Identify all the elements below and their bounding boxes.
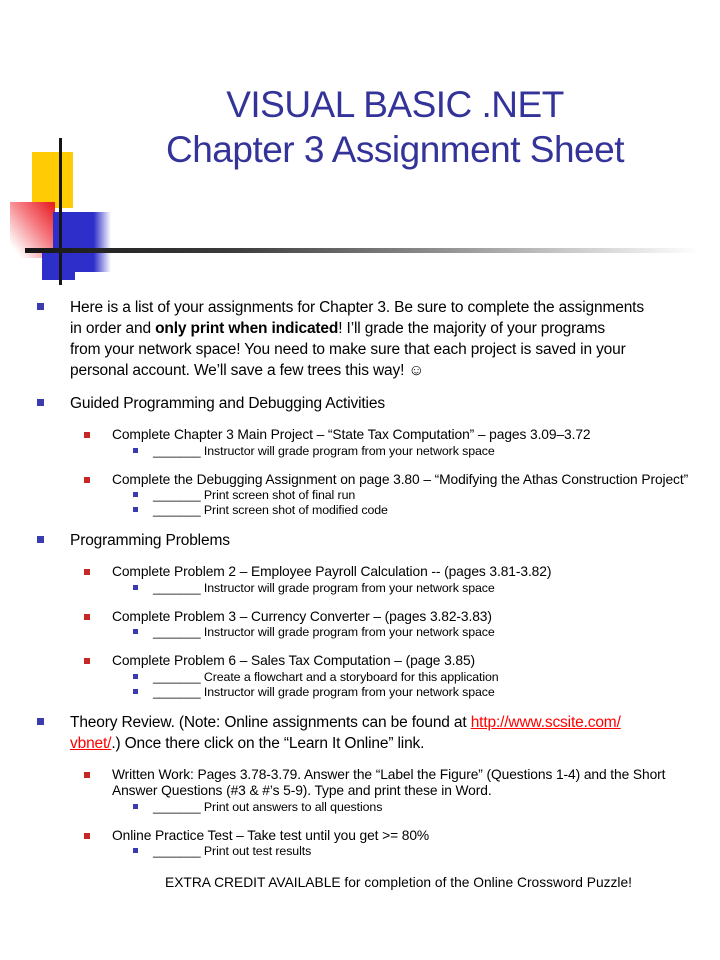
text-segment: Complete the Debugging Assignment on page 3.80 – “Modifying the Athas Construction Project” xyxy=(112,471,689,487)
main-project-checkline-text xyxy=(153,444,495,458)
problem2-item xyxy=(37,564,705,581)
main-project-checkline xyxy=(37,444,705,459)
bullet-level-2-icon xyxy=(84,772,90,778)
extra-credit-note xyxy=(37,875,705,891)
bullet-level-3-icon xyxy=(133,848,138,853)
guided-programming-heading xyxy=(37,393,705,414)
bullet-level-3-icon xyxy=(133,689,138,694)
problem2-checkline xyxy=(37,581,705,596)
text-segment: Here is a list of your assignments for Chapter 3. Be sure to complete the assignments xyxy=(70,299,644,316)
theory-review-heading xyxy=(37,712,705,754)
online-practice-checkline xyxy=(37,844,705,859)
bullet-level-1-icon xyxy=(37,399,44,406)
text-segment: _______ Instructor will grade program from your network space xyxy=(153,684,495,699)
problem6-checkline-flowchart xyxy=(37,670,705,685)
text-segment: Complete Problem 3 – Currency Converter – (pages 3.82-3.83) xyxy=(112,608,492,624)
extra-credit-note-text xyxy=(165,875,632,890)
problem3-item xyxy=(37,609,705,626)
text-segment: Answer Questions (#3 & #’s 5-9). Type and print these in Word. xyxy=(112,783,492,798)
text-segment: in order and xyxy=(70,320,156,337)
text-segment: Programming Problems xyxy=(70,532,230,549)
bullet-level-1-icon xyxy=(37,718,44,725)
problem2-item-text xyxy=(112,564,551,579)
bullet-level-3-icon xyxy=(133,492,138,497)
text-segment: _______ Print screen shot of modified code xyxy=(153,503,388,517)
problem6-item-text xyxy=(112,653,475,668)
problem6-item xyxy=(37,653,705,670)
yellow-rectangle-decoration xyxy=(32,152,73,208)
bullet-level-3-icon xyxy=(133,674,138,679)
online-practice-test-item xyxy=(37,828,705,845)
intro-paragraph xyxy=(37,297,705,381)
programming-problems-heading xyxy=(37,530,705,551)
debugging-checkline-modified-code-text xyxy=(153,503,388,517)
scsite-link[interactable]: vbnet/ xyxy=(70,734,112,752)
main-project-item xyxy=(37,427,705,444)
title-line-1: VISUAL BASIC .NET xyxy=(226,84,564,125)
scsite-link[interactable]: http://www.scsite.com/ xyxy=(470,713,621,731)
bullet-level-3-icon xyxy=(133,804,138,809)
text-segment: ! I’ll grade the majority of your programs xyxy=(338,320,606,337)
written-work-item-text xyxy=(112,767,665,799)
debugging-checkline-modified-code xyxy=(37,503,705,518)
debugging-assignment-item xyxy=(37,472,705,489)
text-segment: _______ Print screen shot of final run xyxy=(153,488,356,502)
bullet-level-2-icon xyxy=(84,833,90,839)
text-segment: Complete Chapter 3 Main Project – “State Tax Computation” – pages 3.09–3.72 xyxy=(112,427,591,442)
bullet-level-1-icon xyxy=(37,536,44,543)
text-segment: _______ Instructor will grade program from your network space xyxy=(153,443,495,458)
written-work-item xyxy=(37,767,705,800)
bullet-level-3-icon xyxy=(133,507,138,512)
text-segment: _______ Instructor will grade program from your network space xyxy=(153,625,495,639)
slide-title xyxy=(80,82,710,172)
text-segment: Guided Programming and Debugging Activities xyxy=(70,395,385,412)
problem6-checkline-flowchart-text xyxy=(153,670,499,684)
text-segment: only print when indicated xyxy=(155,320,339,337)
bullet-level-2-icon xyxy=(84,614,90,620)
problem2-checkline-text xyxy=(153,581,495,595)
text-segment: Complete Problem 6 – Sales Tax Computation – (page 3.85) xyxy=(112,653,476,668)
written-work-checkline-text xyxy=(153,800,382,814)
bullet-level-2-icon xyxy=(84,569,90,575)
text-segment: _______ Instructor will grade program from your network space xyxy=(153,580,495,595)
intro-paragraph-text xyxy=(70,299,644,379)
problem6-checkline-grade xyxy=(37,685,705,700)
text-segment: personal account. We’ll save a few trees this way! ☺ xyxy=(70,362,425,379)
problem3-item-text xyxy=(112,609,492,624)
problem3-checkline xyxy=(37,625,705,640)
written-work-checkline xyxy=(37,800,705,815)
debugging-checkline-final-run xyxy=(37,488,705,503)
title-line-2: Chapter 3 Assignment Sheet xyxy=(165,129,624,170)
text-segment: from your network space! You need to make sure that each project is saved in your xyxy=(70,341,626,358)
bullet-level-3-icon xyxy=(133,585,138,590)
text-segment: _______ Print out answers to all questions xyxy=(153,799,383,814)
text-segment: Complete Problem 2 – Employee Payroll Calculation -- (pages 3.81-3.82) xyxy=(112,564,552,579)
programming-problems-heading-text xyxy=(70,532,230,549)
debugging-checkline-final-run-text xyxy=(153,488,355,502)
text-segment: Written Work: Pages 3.78-3.79. Answer the “Label the Figure” (Questions 1-4) and the Short xyxy=(112,766,666,782)
bullet-level-1-icon xyxy=(37,303,44,310)
bullet-level-2-icon xyxy=(84,477,90,483)
main-project-item-text xyxy=(112,427,590,442)
online-practice-test-item-text xyxy=(112,828,429,843)
theory-review-heading-text xyxy=(70,714,621,752)
bullet-level-2-icon xyxy=(84,432,90,438)
online-practice-checkline-text xyxy=(153,844,311,858)
horizontal-gradient-line-decoration xyxy=(25,248,720,253)
text-segment: _______ Print out test results xyxy=(153,844,312,858)
text-segment: Online Practice Test – Take test until you get >= 80% xyxy=(112,827,430,843)
text-segment: .) Once there click on the “Learn It Online” link. xyxy=(111,734,425,752)
bullet-level-2-icon xyxy=(84,658,90,664)
guided-programming-heading-text xyxy=(70,395,385,412)
vertical-line-decoration xyxy=(59,138,62,285)
text-segment: Theory Review. (Note: Online assignments can be found at xyxy=(70,713,471,731)
problem3-checkline-text xyxy=(153,625,495,639)
slide-body xyxy=(37,297,705,891)
text-segment: _______ Create a flowchart and a storyboard for this application xyxy=(153,669,499,684)
bullet-level-3-icon xyxy=(133,448,138,453)
debugging-assignment-item-text xyxy=(112,472,688,487)
bullet-level-3-icon xyxy=(133,629,138,634)
problem6-checkline-grade-text xyxy=(153,685,495,699)
text-segment: EXTRA CREDIT AVAILABLE for completion of the Online Crossword Puzzle! xyxy=(165,875,632,890)
